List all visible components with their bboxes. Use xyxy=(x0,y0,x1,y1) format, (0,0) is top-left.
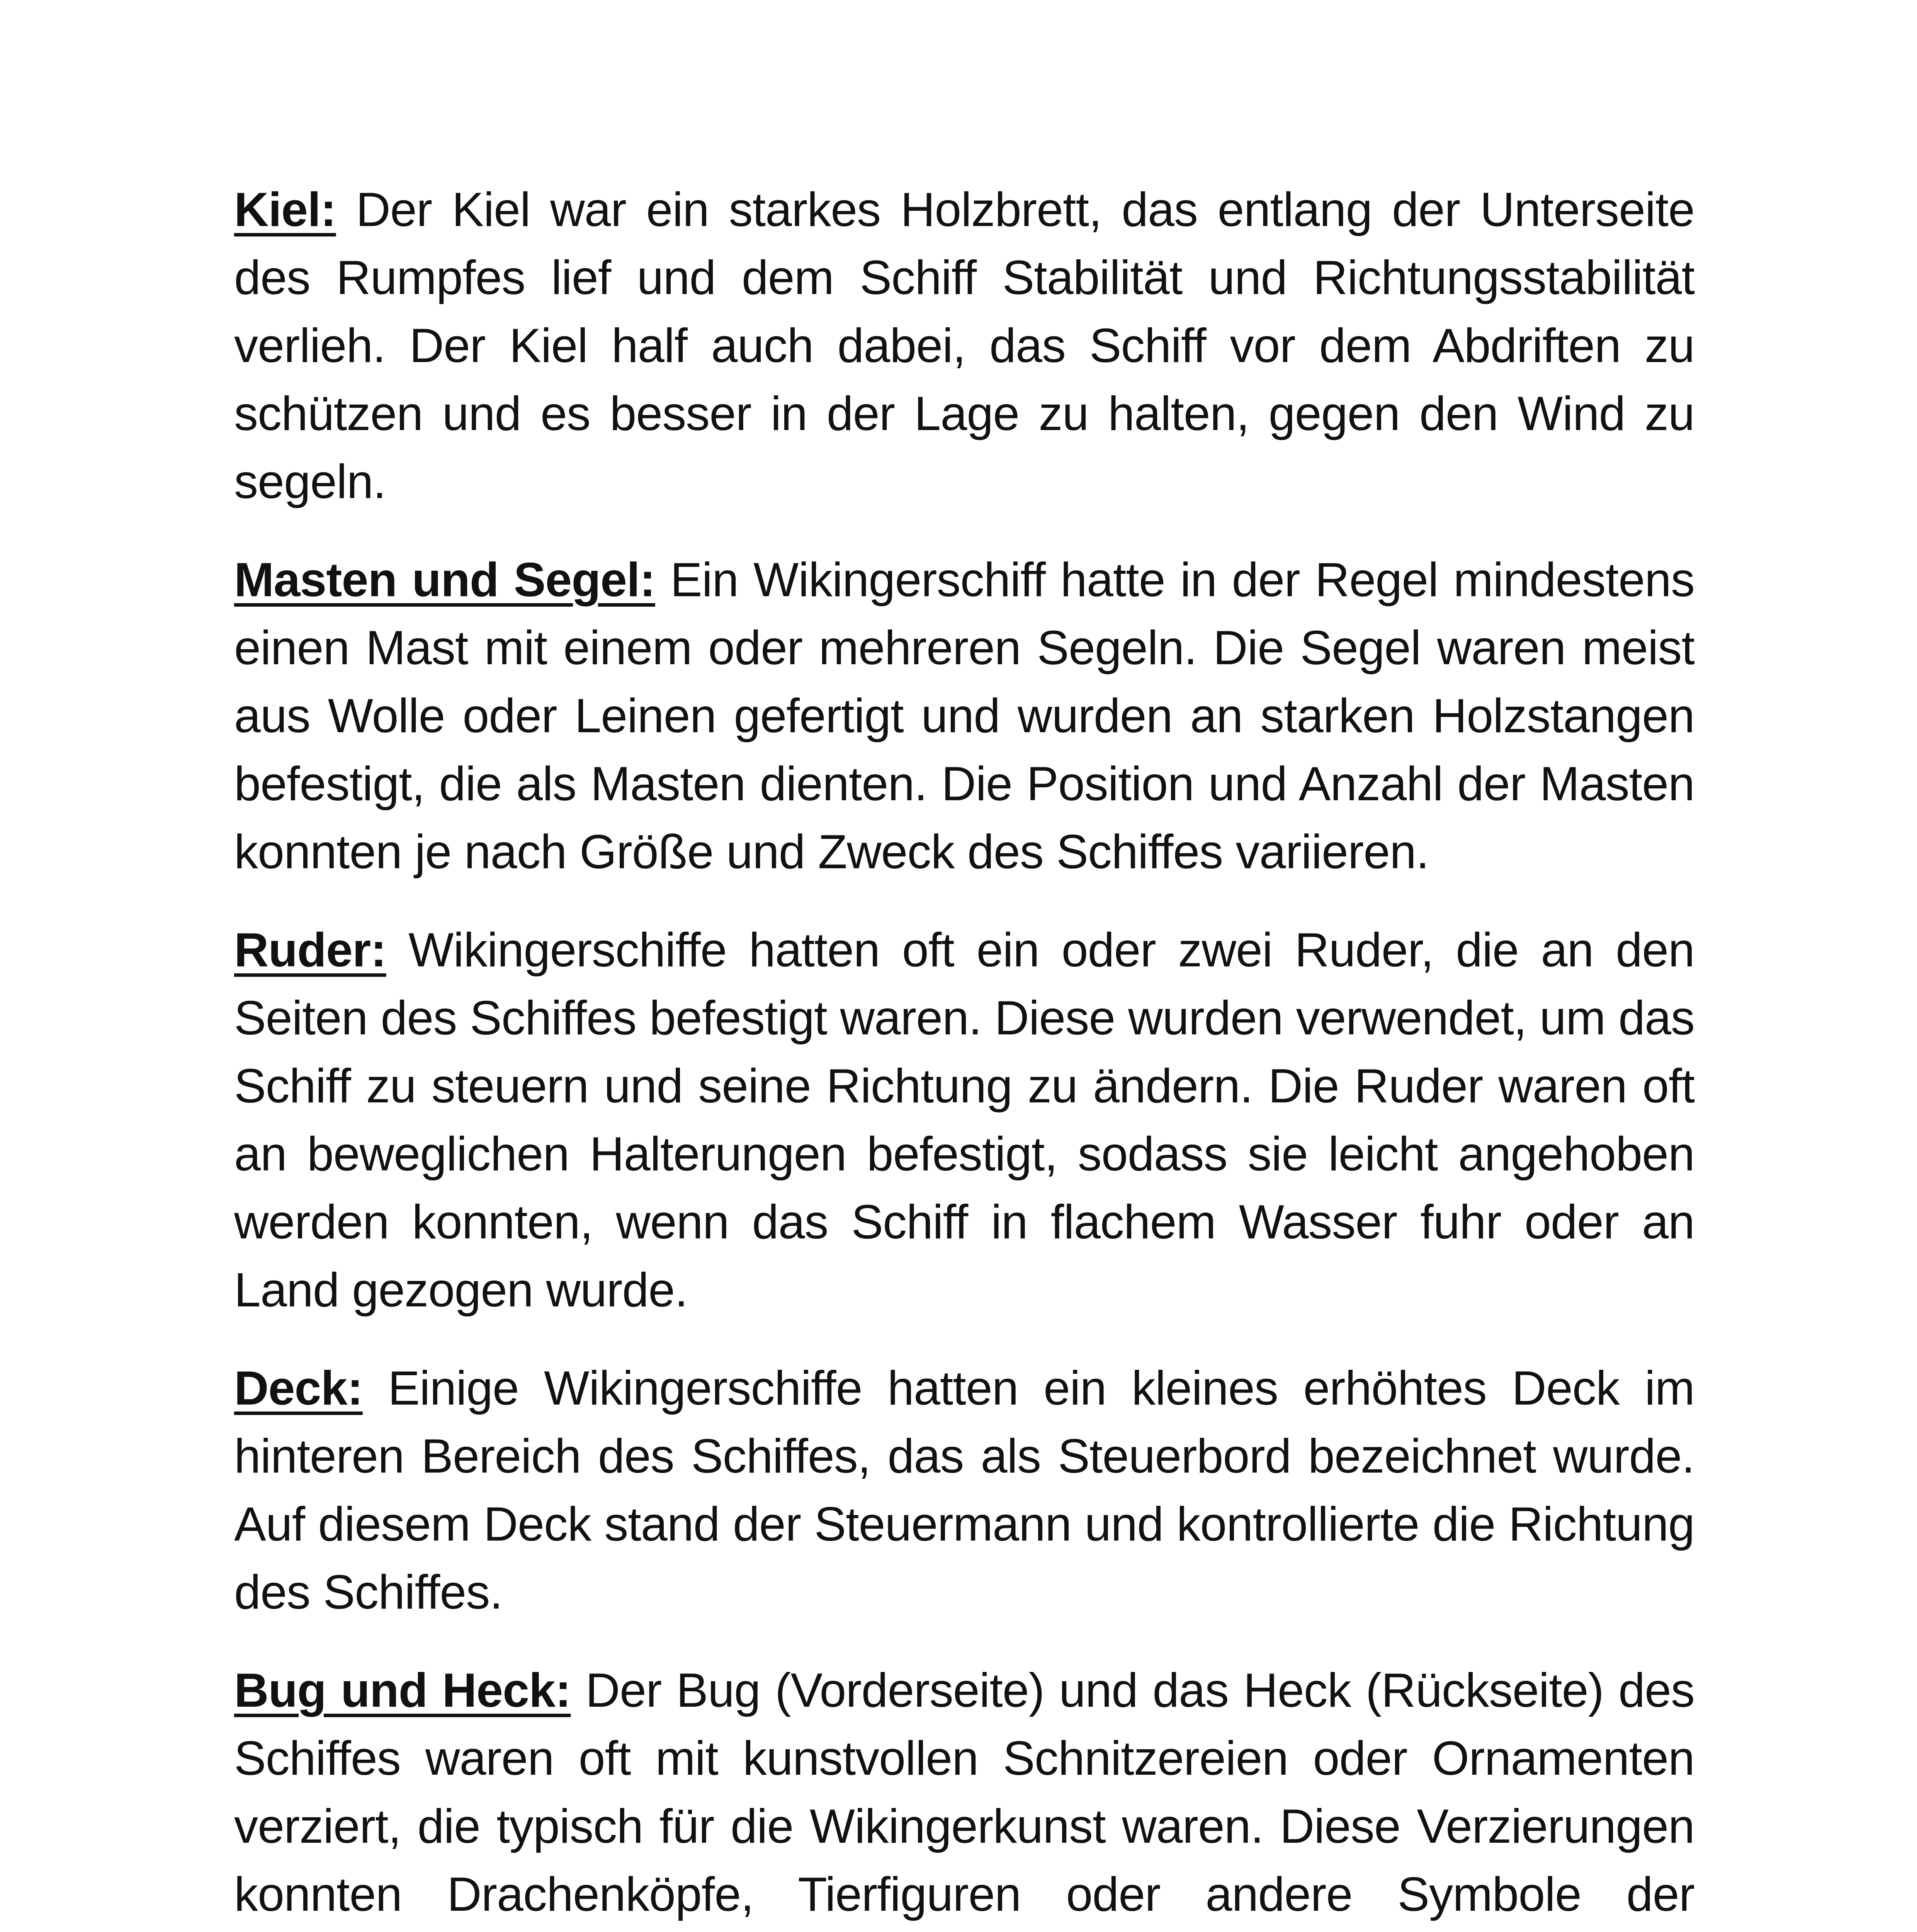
section-kiel xyxy=(234,176,1694,516)
section-bug-und-heck xyxy=(234,1656,1694,1932)
section-term: Masten und Segel: xyxy=(234,553,655,607)
section-text: Einige Wikingerschiffe hatten ein kleines erhöhtes Deck im hinteren Bereich des Schiffes, das als Steuerbord bezeichnet wurde. Auf diesem Deck stand der Steuermann und kontrollierte die Richtung des Schiffes. xyxy=(234,1362,1694,1619)
section-term: Ruder: xyxy=(234,923,386,977)
section-ruder xyxy=(234,916,1694,1324)
section-text: Wikingerschiffe hatten oft ein oder zwei Ruder, die an den Seiten des Schiffes befestigt waren. Diese wurden verwendet, um das Schiff zu steuern und seine Richtung zu ändern. Die Ruder waren oft an beweglichen Halterungen befestigt, sodass sie leicht angehoben werden konnten, wenn das Schiff in flachem Wasser fuhr oder an Land gezogen wurde. xyxy=(234,923,1694,1317)
section-term: Bug und Heck: xyxy=(234,1664,571,1717)
page-content xyxy=(234,176,1694,1932)
section-text: Ein Wikingerschiff hatte in der Regel mindestens einen Mast mit einem oder mehreren Segeln. Die Segel waren meist aus Wolle oder Leinen gefertigt und wurden an starken Holzstangen befestigt, die als Masten dienten. Die Position und Anzahl der Masten konnten je nach Größe und Zweck des Schiffes variieren. xyxy=(234,553,1695,879)
section-deck xyxy=(234,1354,1694,1626)
section-term: Kiel: xyxy=(234,183,336,236)
section-text: Der Kiel war ein starkes Holzbrett, das entlang der Unterseite des Rumpfes lief und dem Schiff Stabilität und Richtungsstabilität verlieh. Der Kiel half auch dabei, das Schiff vor dem Abdriften zu schützen und es besser in der Lage zu halten, gegen den Wind zu segeln. xyxy=(234,183,1694,509)
section-term: Deck: xyxy=(234,1362,363,1415)
section-masten-und-segel xyxy=(234,546,1694,886)
section-text: Der Bug (Vorderseite) und das Heck (Rückseite) des Schiffes waren oft mit kunstvollen Schnitzereien oder Ornamenten verziert, die typisch für die Wikingerkunst waren. Diese Verzierungen konnten Drachenköpfe, Tierfiguren oder andere Symbole der xyxy=(234,1664,1695,1921)
